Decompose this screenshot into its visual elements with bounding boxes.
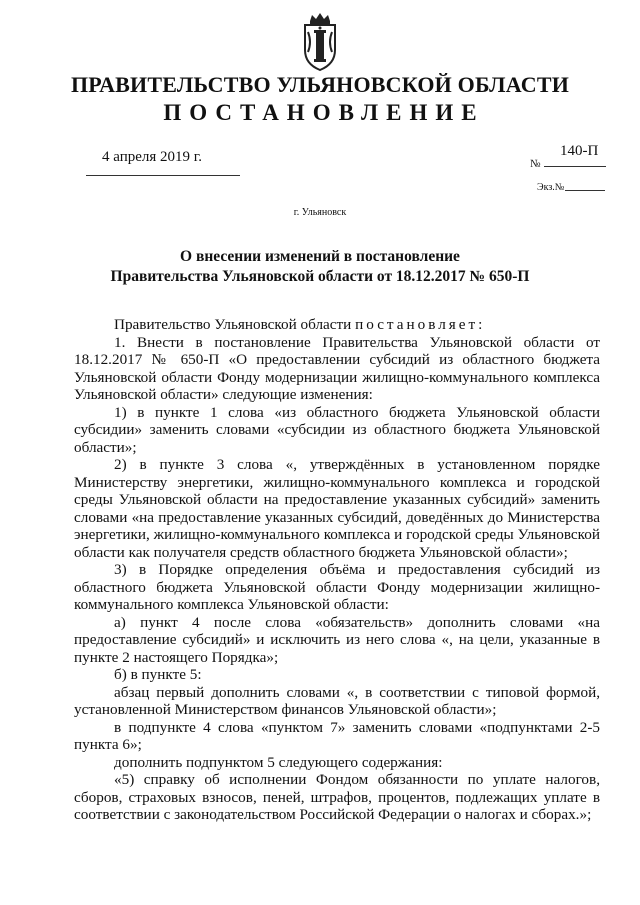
body-paragraph: в подпункте 4 слова «пунктом 7» заменить словами «подпунктами 2-5 пункта 6»; bbox=[74, 718, 600, 753]
intro-paragraph bbox=[74, 316, 600, 334]
date-underline bbox=[86, 175, 240, 176]
number-underline bbox=[544, 166, 606, 167]
body-paragraph: б) в пункте 5: bbox=[114, 666, 202, 683]
government-title: ПРАВИТЕЛЬСТВО УЛЬЯНОВСКОЙ ОБЛАСТИ bbox=[70, 72, 570, 97]
document-date: 4 апреля 2019 г. bbox=[102, 149, 202, 165]
coat-of-arms-icon bbox=[297, 12, 343, 72]
body-paragraph: а) пункт 4 после слова «обязательств» дополнить словами «на предоставление субсидий» и исключить из него слова «, на цели, указанные в пункте 2 настоящего Порядка»; bbox=[74, 613, 600, 666]
body-paragraph: 1. Внести в постановление Правительства Ульяновской области от 18.12.2017 № 650-П «О предоставлении субсидий из областного бюджета Ульяновской области Фонду модернизации жилищно-коммунального комплекса Ульяновской области» следующие изменения: bbox=[74, 333, 600, 403]
copy-number-underline bbox=[565, 190, 605, 191]
city: г. Ульяновск bbox=[293, 207, 347, 218]
document-subject bbox=[0, 247, 640, 287]
number-prefix: № bbox=[530, 158, 541, 170]
body-paragraph: дополнить подпунктом 5 следующего содержания: bbox=[114, 753, 443, 771]
body-paragraph: абзац первый дополнить словами «, в соответствии с типовой формой, установленной Министерством финансов Ульяновской области»; bbox=[74, 683, 600, 718]
subject-line-2: Правительства Ульяновской области от 18.12.2017 № 650-П bbox=[110, 268, 530, 285]
subject-line-1: О внесении изменений в постановление bbox=[180, 248, 460, 265]
body-paragraph: «5) справку об исполнении Фондом обязанности по уплате налогов, сборов, страховых взносов, пеней, штрафов, процентов, подлежащих уплате в соответствии с законодательством Российской Федерации о налогах и сборах.»; bbox=[74, 771, 600, 823]
intro-verb: постановляет: bbox=[355, 316, 486, 333]
document-body bbox=[74, 316, 600, 824]
document-type: ПОСТАНОВЛЕНИЕ bbox=[163, 100, 485, 125]
body-paragraph: 2) в пункте 3 слова «, утверждённых в установленном порядке Министерству энергетики, жилищно-коммунального комплекса и городской среды Ульяновской области на предоставление указанных субсидий» заменить словами «на предоставление указанных субсидий, доведённых до Министерства энергетики, жилищно-коммунального комплекса и городской среды Ульяновской области как получателя средств областного бюджета Ульяновской области»; bbox=[74, 456, 600, 561]
body-paragraph: 3) в Порядке определения объёма и предоставления субсидий из областного бюджета Ульяновской области Фонду модернизации жилищно-коммунального комплекса Ульяновской области: bbox=[74, 561, 600, 613]
copy-number-label: Экз.№ bbox=[537, 182, 565, 193]
intro-prefix: Правительство Ульяновской области bbox=[114, 316, 356, 333]
body-paragraph: 1) в пункте 1 слова «из областного бюджета Ульяновской области субсидии» заменить словами «субсидии из областного бюджета Ульяновской области»; bbox=[74, 403, 600, 456]
document-number: 140-П bbox=[560, 143, 599, 159]
